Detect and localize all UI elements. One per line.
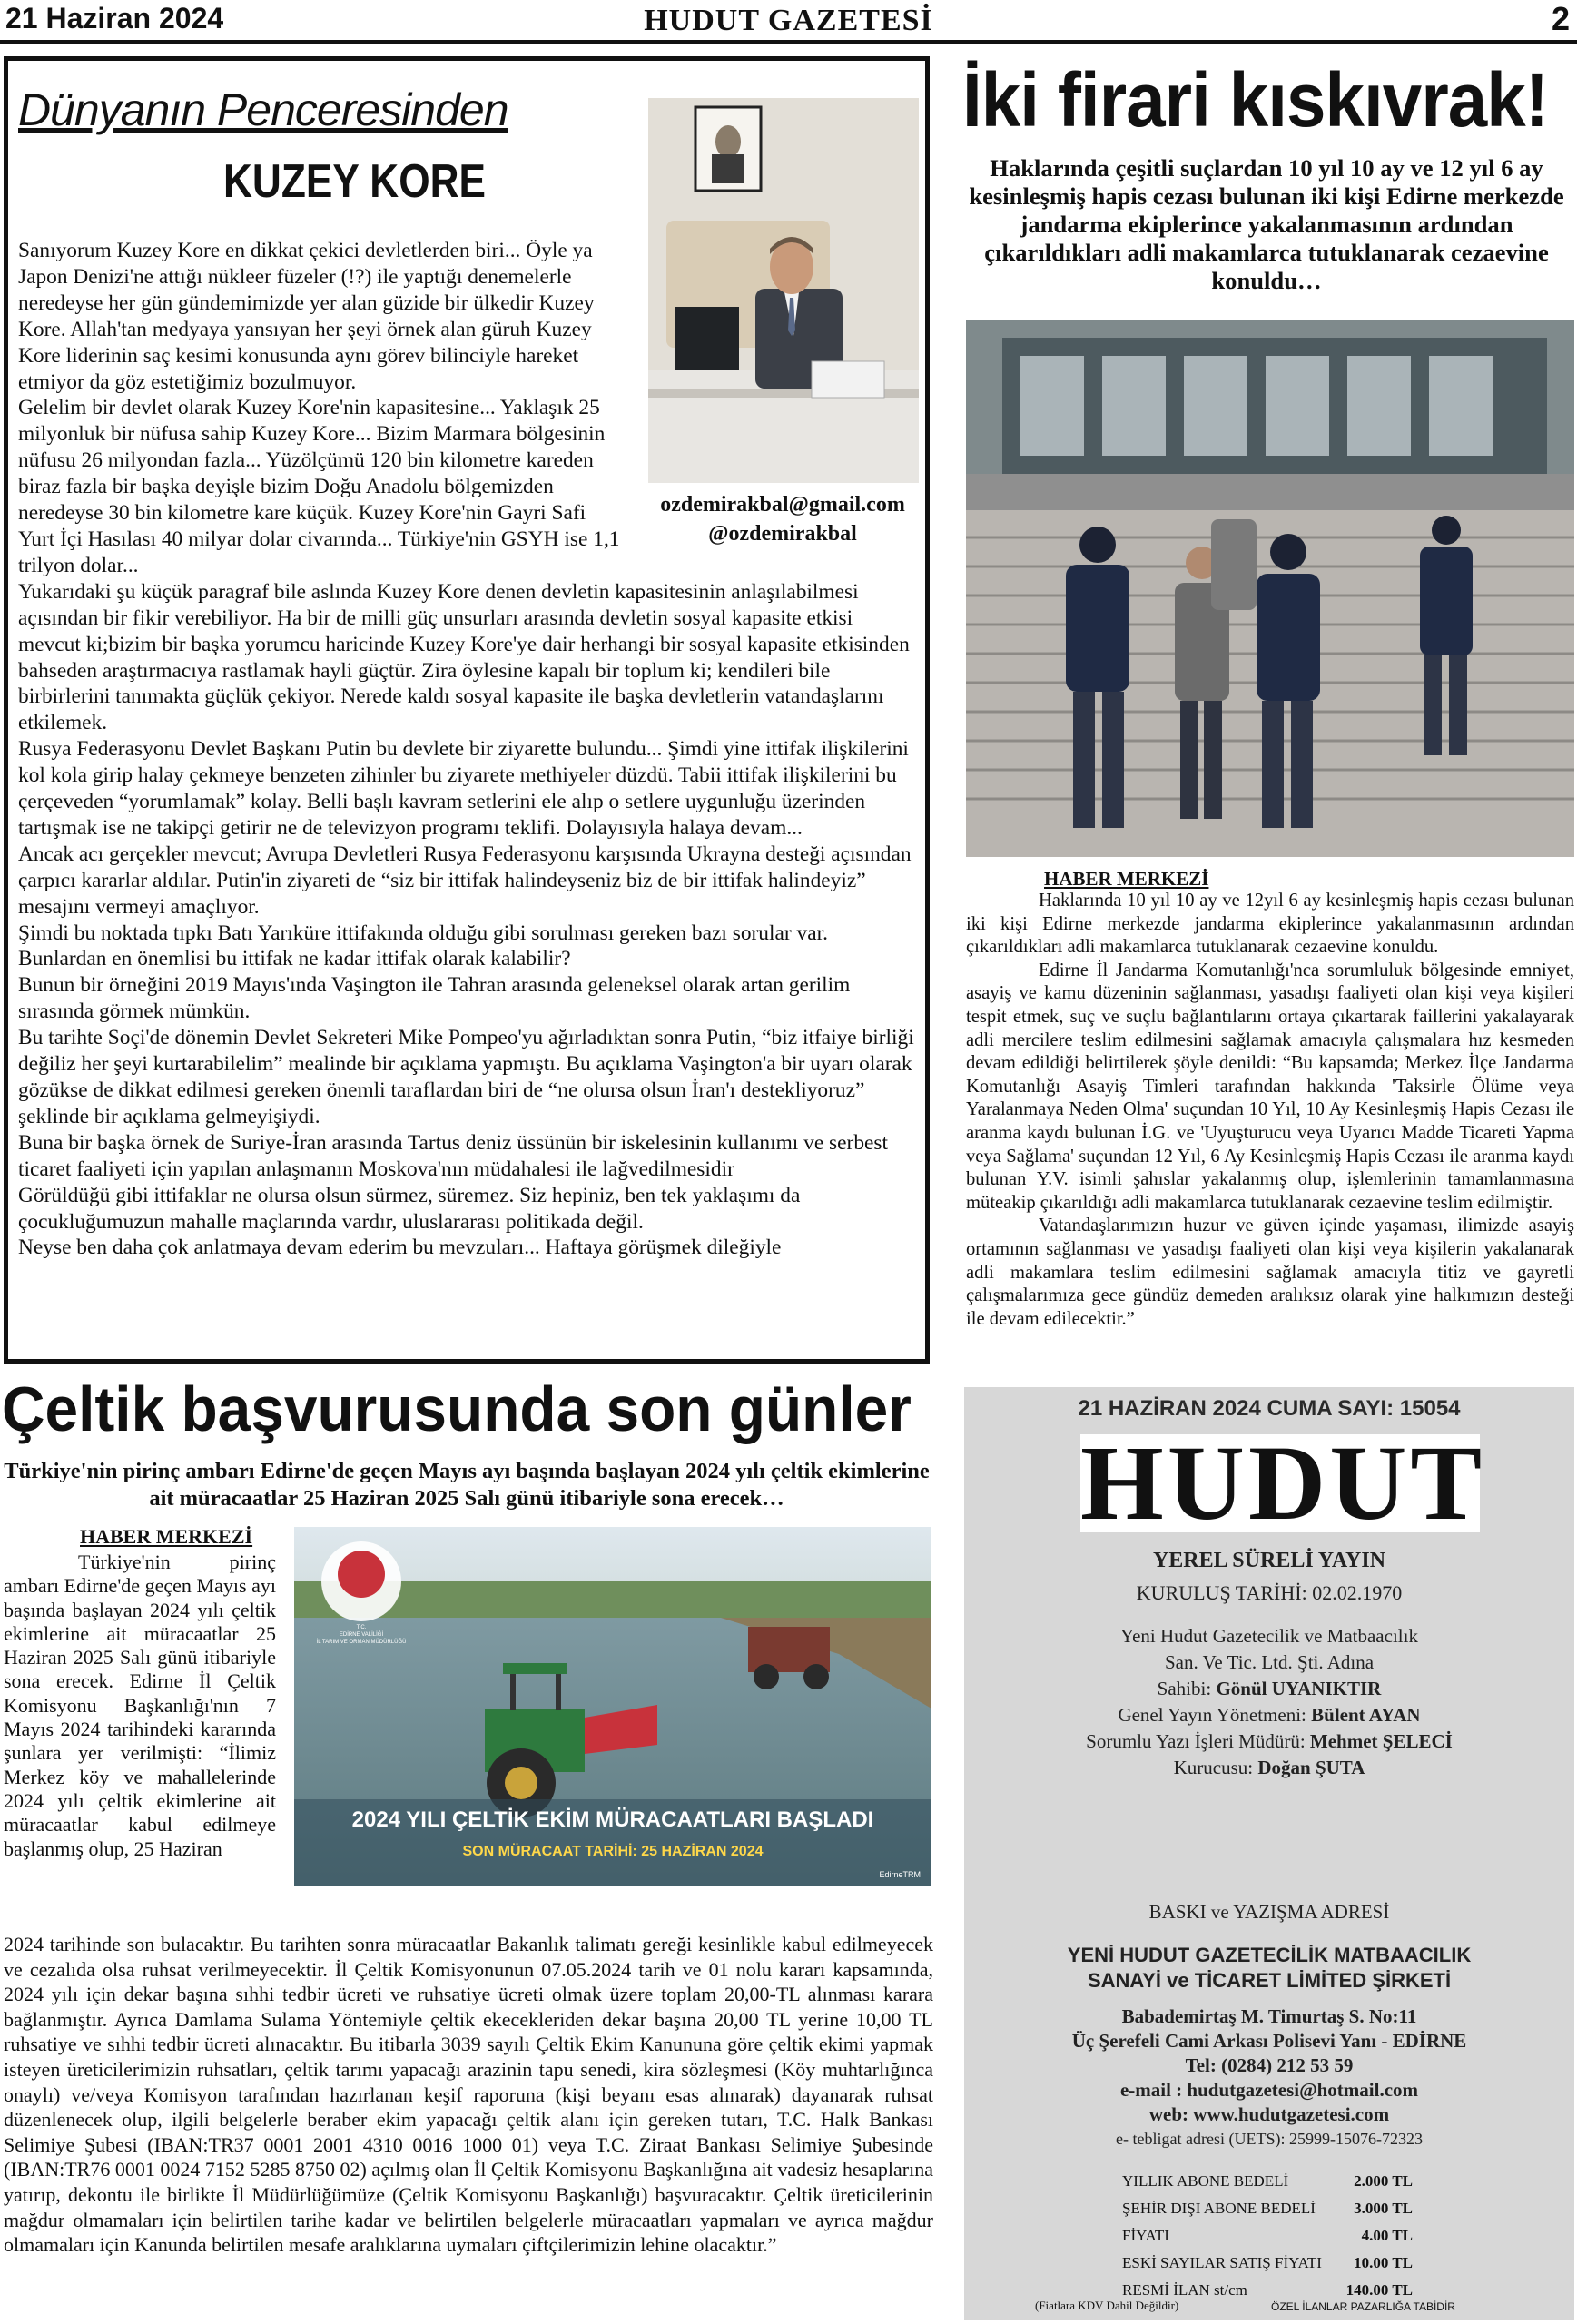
price-row: ESKİ SAYILAR SATIŞ FİYATI 10.00 TL (1122, 2254, 1413, 2271)
gm-name: Bülent AYAN (1311, 1704, 1421, 1726)
founder-label: Kurucusu: (1173, 1757, 1258, 1778)
column-paragraph: Bunun bir örneğini 2019 Mayıs'ında Vaşington ile Tahran arasında geleneksel olarak artan gerilim sırasında görmek mümkün. (18, 973, 851, 1024)
author-handle[interactable]: @ozdemirakbal (708, 522, 857, 546)
owner-name: Gönül UYANIKTIR (1216, 1678, 1382, 1699)
column-intro (18, 238, 625, 579)
column-paragraph: Bu tarihte Soçi'de dönemin Devlet Sekreteri Mike Pompeo'yu ağırladıktan sonra Putin, “biz itfaiye birliği değiliz her şeyi kurtarabilelim” mealinde bir açıklama yapmıştı. Bu açıklama Vaşington'a bir uyarı olarak gözükse de dikkat edilmesi gereken önemli taraflardan biri de “ne olursa olsun İran'ı destekliyoruz” şeklinde bir açıklama gelmeyişiydi. (18, 1026, 914, 1128)
column-paragraph: Buna bir başka örnek de Suriye-İran arasında Tartus deniz üssünün bir iskelesinin kullanımı ve serbest ticaret faaliyeti için yapılan anlaşmanın Moskova'nın müdahalesi ile lağvedilmesidir (18, 1130, 889, 1181)
column-body (18, 238, 917, 1261)
column-paragraph: Yukarıdaki şu küçük paragraf bile aslında Kuzey Kore denen devletin kapasitesinin anlaşılabilmesi açısından bir fikir verebiliyor. Ha bir de milli güç unsurları arasında devletin sosyal kapasite etkisi mevcut ki;bizim bir başka yorumcu haricinde Kuzey Kore'ye dair herhangi bir sosyal kapasite etkisinden bahseden araştırmacıya rastlamak hayli güçtür. Zira öylesine kapalı bir toplum ki; kendileri bile birbirlerini tanımakta güçlük çekiyor. Nerede kaldı sosyal kapasite ile başka devletlerin vatandaşlarını etkilemek. (18, 579, 910, 735)
column-paragraph: Şimdi bu noktada tıpkı Batı Yarıküre ittifakında olduğu gibi sorulması gereken bazı sorular var. Bunlardan en önemlisi bu ittifak ne kadar ittifak olarak kalabilir? (18, 921, 828, 971)
jandarma-lead: Haklarında çeşitli suçlardan 10 yıl 10 ay ve 12 yıl 6 ay kesinleşmiş hapis cezası bulunan iki kişi Edirne merkezde jandarma ekiplerince yakalanmasının ardından çıkarıldıkları adli makamlarca tutuklanarak cezaevine konuldu… (969, 154, 1564, 294)
company-line: Yeni Hudut Gazetecilik ve Matbaacılık (1120, 1625, 1418, 1647)
uets-line: e- tebligat adresi (UETS): 25999-15076-72323 (1116, 2130, 1423, 2148)
jandarma-photo-illustration (966, 320, 1574, 857)
founder-line (964, 1755, 1574, 1781)
celtik-body-text: 2024 tarihinde son bulacaktır. Bu tarihten sonra müracaatlar Bakanlık talimatı gereği kesinlikle kabul edilmeyecek ve cezalıda olsa ruhsat verilmeyecektir. İl Çeltik Komisyonunun 07.05.2024 tarih ve 01 nolu kararı kapsamında, 2024 yılı için dekar başına sıhhi tedbir ücreti ve ruhsatiye ücreti olmak üzere toplam 20,00-TL alınması karara bağlanmıştır. Ayrıca Damlama Sulama Yöntemiyle çeltik ekecekleriden dekar başına 20,00 TL yerine 10,00 TL ruhsatiye ve sıhhi tedbir ücreti alınacaktır. Bu itibarla 3039 sayılı Çeltik Ekim Kanununa göre çeltik ekimi yapmak isteyen üreticilerimizin ruhsatları, çeltik tarımı yapacağı arazinin tapu senedi, kira sözleşmesi (Köy muhtarlığınca onaylı) ve/veya Komisyon tarafından hazırlanan keşif raporuna (kişi beyanı esas alınarak) dayanarak ruhsat düzenlenecek olup, ilgili belgelerle beraber ekim yapacağı çeltik alanı için gereken tutarı, T.C. Halk Bankası Selimiye Şubesi (IBAN:TR37 0001 2001 4310 0016 1000 01) veya T.C. Ziraat Bankası Selimiye Şubesinde (IBAN:TR76 0001 0024 7152 5285 8750 02) açılmış olan İl Çeltik Komisyonu Başkanlığına ait vadesiz hesaplarına yatırıp, dekontu ile birlikte İl Müdürlüğümüze (Çeltik Komisyonu Başkanlığı) başvuracaktır. Çeltik üreticilerinin mağdur olmamaları için belirtilen tarihe kadar ve belirtilen belgelerle müracaatları yapmaları ve ayrıca mağdur olmamaları için Kanunda belirtilen mesafe aralıklarına uymaları çiftçilerimizin lehine olacaktır.” (4, 1933, 933, 2257)
gm-line (964, 1702, 1574, 1728)
banner-org-line: İL TARIM VE ORMAN MÜDÜRLÜĞÜ (316, 1640, 407, 1645)
celtik-lead: Türkiye'nin pirinç ambarı Edirne'de geçen Mayıs ayı başında başlayan 2024 yılı çeltik ekimlerine ait müracaatlar 25 Haziran 2025 Salı günü itibariyle sona erecek… (4, 1459, 930, 1511)
price-row: YILLIK ABONE BEDELİ 2.000 TL (1122, 2172, 1413, 2190)
column-paragraph: Neyse ben daha çok anlatmaya devam ederim bu mevzuları... Haftaya görüşmek dileğiyle (18, 1236, 782, 1260)
jandarma-paragraph: Vatandaşlarımızın huzur ve güven içinde yaşaması, ilimizde asayiş ortamının sağlanması ve yasadışı faaliyeti olan kişi veya kişilerin yakalanarak adli makamlara teslim edilmesini sağlamak amacıyla titiz ve gayretli çalışmalarımıza gece gündüz demeden aralıksız olarak yine halkımızın desteği ile devam edilecektir.” (966, 1216, 1574, 1329)
banner-deadline: SON MÜRACAAT TARİHİ: 25 HAZİRAN 2024 (462, 1844, 764, 1859)
jandarma-body (966, 890, 1574, 1331)
founder-name: Doğan ŞUTA (1257, 1757, 1365, 1778)
owner-line (964, 1676, 1574, 1702)
jandarma-headline: İki firari kıskıvrak! (962, 57, 1548, 143)
header-rule (0, 40, 1577, 44)
celtik-byline: HABER MERKEZİ (80, 1525, 253, 1548)
jandarma-paragraph: Haklarında 10 yıl 10 ay ve 12yıl 6 ay kesinleşmiş hapis cezası bulunan iki kişi Edirne merkezde jandarma ekiplerince yakalanmasının ardından çıkarıldıkları adli makamlarca tutuklanarak cezaevine konuldu. (966, 891, 1574, 958)
celtik-intro (4, 1551, 276, 1861)
column-series-title: Dünyanın Penceresinden (18, 84, 508, 135)
editor-line (964, 1728, 1574, 1755)
masthead-subtitle: YEREL SÜRELİ YAYIN (1152, 1549, 1386, 1572)
masthead-staff (964, 1623, 1574, 1781)
banner-org-line: EDİRNE VALİLİĞİ (339, 1632, 384, 1638)
email-line[interactable]: e-mail : hudutgazetesi@hotmail.com (1119, 2079, 1419, 2101)
column-paragraph: Ancak acı gerçekler mevcut; Avrupa Devletleri Rusya Federasyonu karşısında Ukrayna desteği açısından çarpıcı kararlar aldılar. Putin'in ziyareti de “siz bir ittifak halindeyseniz biz de bir ittifak halindeyiz” mesajını vermeyi amaçlıyor. (18, 842, 912, 919)
column-paragraph: Sanıyorum Kuzey Kore en dikkat çekici devletlerden biri... Öyle ya Japon Denizi'ne attığı nükleer füzeler (!?) ile yaptığı denemelerle neredeyse her gün gündemimizde yer alan güzide bir ülkedir Kuzey Kore. Allah'tan medyaya yansıyan her şeyi örnek alan güruh Kuzey Kore liderinin saç kesimi konusunda aynı görev bilinciyle hareket etmiyor da göz estetiğimiz bozulmuyor. (18, 239, 595, 394)
phone-line: Tel: (0284) 212 53 59 (1185, 2054, 1354, 2076)
price-row: ŞEHİR DIŞI ABONE BEDELİ 3.000 TL (1122, 2200, 1413, 2217)
column-paragraph: Görüldüğü gibi ittifaklar ne olursa olsun sürmez, süremez. Siz hepiniz, ben tek yaklaşımı da çocukluğumuzun mahalle maçlarında vardır, uluslararası politikada değil. (18, 1183, 801, 1234)
price-table (1122, 2168, 1413, 2304)
jandarma-byline: HABER MERKEZİ (1044, 868, 1209, 890)
celtik-body (4, 1932, 933, 2258)
banner-title: 2024 YILI ÇELTİK EKİM MÜRACAATLARI BAŞLADI (351, 1807, 874, 1832)
jandarma-photo (966, 320, 1574, 857)
banner-social-handle: EdirneTRM (879, 1870, 921, 1879)
celtik-banner-illustration (294, 1527, 931, 1886)
page-number: 2 (1551, 0, 1570, 37)
column-paragraph: Rusya Federasyonu Devlet Başkanı Putin bu devlete bir ziyarette bulundu... Şimdi yine ittifak ilişkilerini kol kola girip halay çekmeye benzeten zihinler bu ziyarete methiyeler düzdü. Tabii ittifak ilişkilerini bu çerçeveden “yorumlamak” kolay. Belli başlı kavram setlerini ele alıp o setlere uygunluğu üzerinden tartışmak ise ne takipçi getirir ne de televizyon programı teklifi. Dolayısıyla halaya devam... (18, 737, 909, 840)
editor-label: Sorumlu Yazı İşleri Müdürü: (1086, 1730, 1310, 1752)
owner-label: Sahibi: (1157, 1678, 1217, 1699)
printer-line: YENİ HUDUT GAZETECİLİK MATBAACILIK (1067, 1944, 1472, 1966)
column-title: KUZEY KORE (223, 155, 486, 208)
price-row: FİYATI 4.00 TL (1122, 2227, 1413, 2244)
celtik-intro-text: Türkiye'nin pirinç ambarı Edirne'de geçen Mayıs ayı başında başlayan 2024 yılı çeltik ekimlerine ait müracaatlar 25 Haziran 2025 Salı günü itibariyle sona erecek. Edirne İl Çeltik Komisyonu Başkanlığı'nın 7 Mayıs 2024 tarihindeki kararında şunlara yer verilmişti: “İlimiz Merkez köy ve mahallelerinde 2024 yılı çeltik ekimlerine ait müracaatlar kabul edilmeye başlanmış olup, 25 Haziran (4, 1551, 276, 1860)
ads-footnote: ÖZEL İLANLAR PAZARLIĞA TABİDİR (1271, 2300, 1455, 2313)
address-title: BASKI ve YAZIŞMA ADRESİ (1148, 1901, 1390, 1923)
address-line: Üç Şerefeli Cami Arkası Polisevi Yanı - EDİRNE (1071, 2030, 1467, 2052)
masthead-logo: HUDUT (1080, 1423, 1486, 1542)
masthead-issue: 21 HAZİRAN 2024 CUMA SAYI: 15054 (1078, 1396, 1461, 1421)
masthead-founded: KURULUŞ TARİHİ: 02.02.1970 (1136, 1581, 1403, 1604)
issue-date: 21 Haziran 2024 (5, 2, 224, 34)
editor-name: Mehmet ŞELECİ (1309, 1730, 1453, 1752)
address-line: Babademirtaş M. Timurtaş S. No:11 (1121, 2005, 1417, 2027)
column-paragraph: Gelelim bir devlet olarak Kuzey Kore'nin kapasitesine... Yaklaşık 25 milyonluk bir nüfusa sahip Kuzey Kore... Bizim Marmara bölgesinin nüfusu 26 milyondan fazla... Yüzölçümü 120 bin kilometre kareden biraz fazla bir başka deyişle bizim Doğu Anadolu bölgemizden neredeyse 30 bin kilometre kare küçük. Kuzey Kore'nin Gayri Safi Yurt İçi Hasılası 40 milyar dolar civarında... Türkiye'nin GSYH ise 1,1 trilyon dolar... (18, 396, 620, 577)
address-block (964, 2004, 1574, 2152)
celtik-headline: Çeltik başvurusunda son günler (2, 1374, 912, 1444)
gm-label: Genel Yayın Yönetmeni: (1118, 1704, 1312, 1726)
newspaper-name: HUDUT GAZETESİ (644, 4, 933, 37)
banner-org-line: T.C. (356, 1625, 367, 1630)
company-line: San. Ve Tic. Ltd. Şti. Adına (1164, 1651, 1375, 1673)
author-email[interactable]: ozdemirakbal@gmail.com (660, 493, 905, 517)
printer-line: SANAYİ ve TİCARET LİMİTED ŞİRKETİ (1087, 1969, 1452, 1992)
web-line[interactable]: web: www.hudutgazetesi.com (1148, 2103, 1390, 2125)
celtik-banner (294, 1527, 931, 1886)
jandarma-paragraph: Edirne İl Jandarma Komutanlığı'nca sorumluluk bölgesinde emniyet, asayiş ve kamu düzeninin sağlanması, yasadışı faaliyeti olan kişi veya kişileri tespit etmek, suç ve suçlu bağlantılarını ortaya çıkartarak faillerini yakalayarak adli mercilere teslim edilmesini sağlamak amacıyla çalışmalara hız kesmeden devam edildiği belirtilerek şöyle denildi: “Bu kapsamda; Merkez İlçe Jandarma Komutanlığı Asayiş Timleri tarafından hakkında 'Taksirle Ölüme veya Yaralanmaya Neden Olma' suçundan 10 Yıl, 10 Ay Kesinleşmiş Hapis Cezası ile aranma kaydı bulunan İ.G. ve 'Uyuşturucu veya Uyarıcı Madde Ticareti Yapma veya Sağlama' suçundan 12 Yıl, 6 Ay Kesinleşmiş Hapis Cezası ile aranma kaydı bulunan Y.V. isimli şahıslar yakalanmış olup, işlemlerinin tamamlanmasına müteakip çıkarıldığı adli makamlarca tutuklanarak cezaevine teslim edilmiştir. (966, 960, 1574, 1213)
price-row: RESMİ İLAN st/cm 140.00 TL (1122, 2281, 1413, 2299)
price-footnote: (Fiatlara KDV Dahil Değildir) (1035, 2299, 1179, 2312)
printer-name (964, 1943, 1574, 1994)
